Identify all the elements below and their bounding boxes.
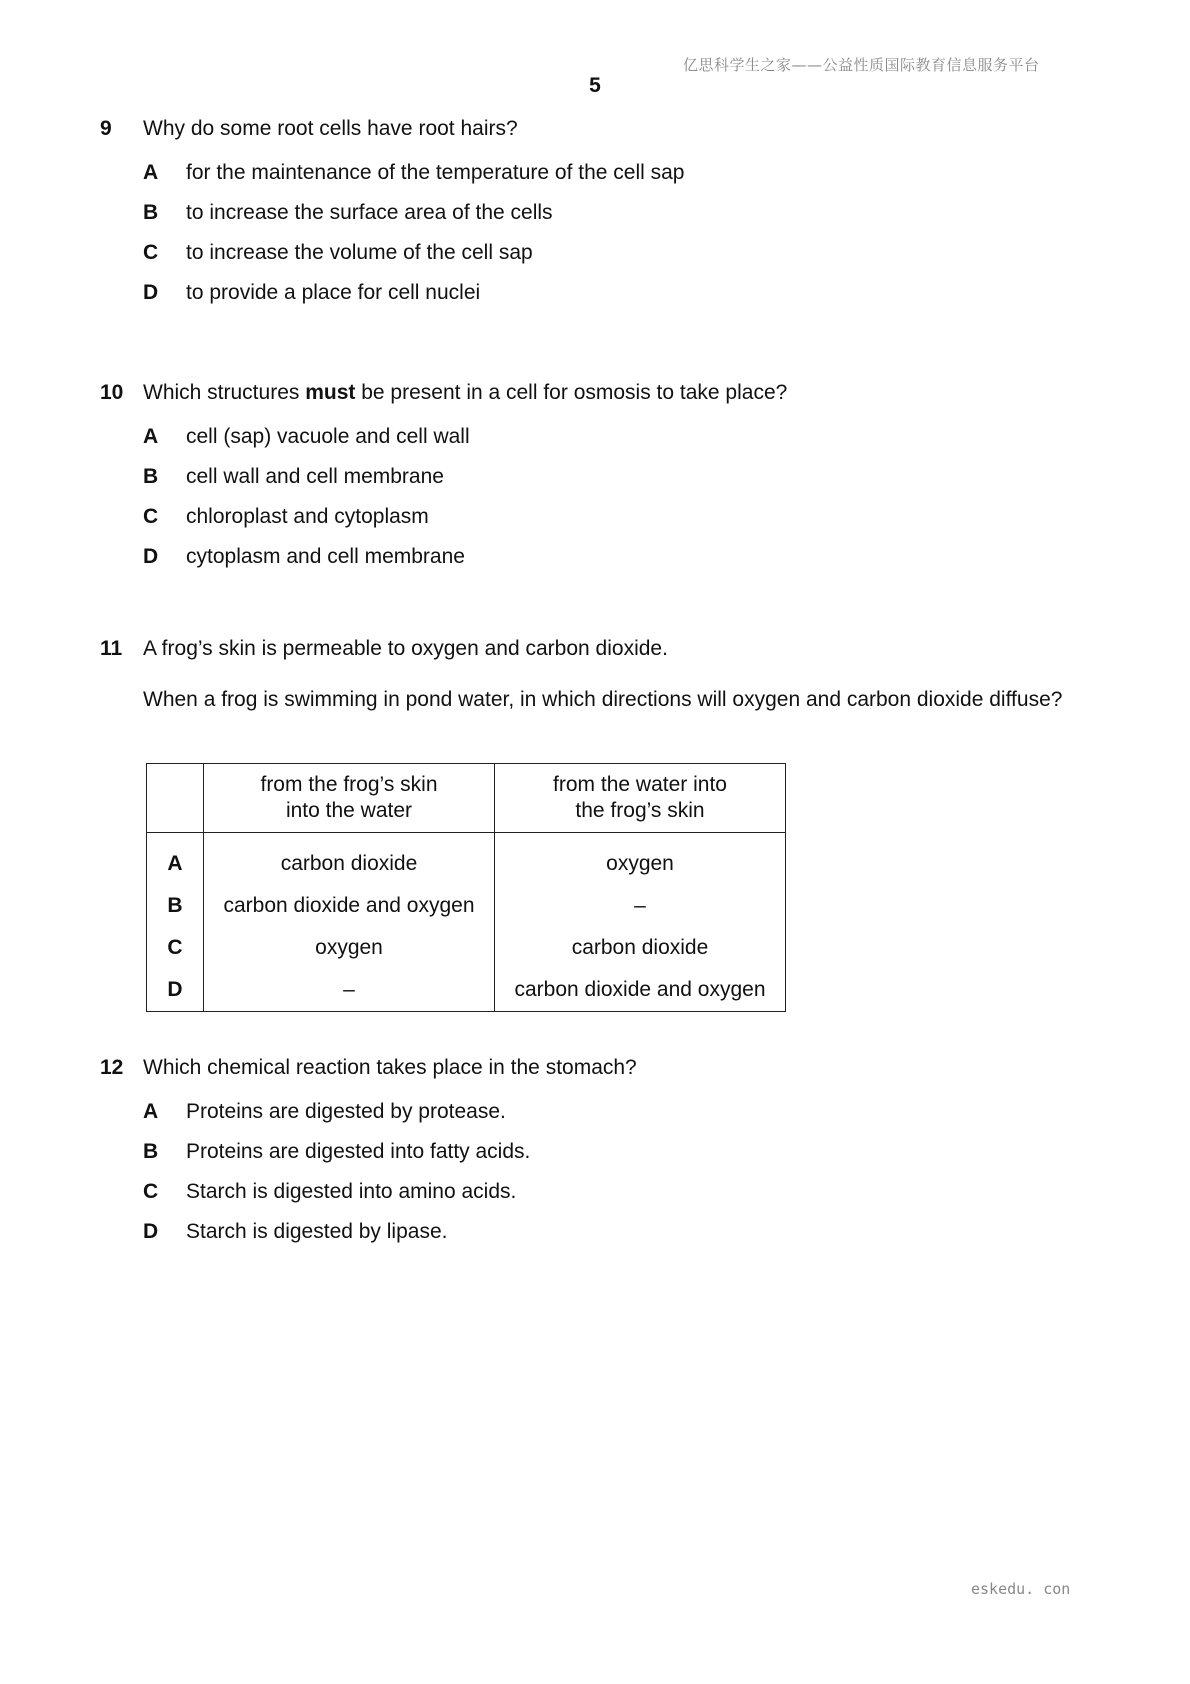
row-letter: C (147, 927, 204, 969)
option-a (143, 1099, 1100, 1125)
option-text: Proteins are digested into fatty acids. (186, 1140, 531, 1163)
table-row (147, 885, 786, 927)
header-site-name: 亿思科学生之家——公益性质国际教育信息服务平台 (683, 56, 1040, 74)
question-stem: A frog’s skin is permeable to oxygen and carbon dioxide. (143, 637, 668, 660)
option-letter: A (143, 425, 159, 448)
question-number: 9 (100, 117, 112, 140)
table-header-col1 (204, 764, 495, 833)
table-row (147, 969, 786, 1012)
header-line: the frog’s skin (575, 799, 705, 822)
question-stem (143, 380, 1100, 406)
option-a (143, 160, 1100, 186)
option-text: cytoplasm and cell membrane (186, 545, 465, 568)
row-col2: – (495, 885, 786, 927)
option-text: Starch is digested by lipase. (186, 1220, 448, 1243)
option-text: Starch is digested into amino acids. (186, 1180, 517, 1203)
stem-emphasis: must (305, 381, 356, 404)
row-col1: carbon dioxide and oxygen (204, 885, 495, 927)
footer-site-name: eskedu. con (971, 1580, 1071, 1598)
option-c (143, 240, 1100, 266)
option-text: Proteins are digested by protease. (186, 1100, 506, 1123)
stem-text: be present in a cell for osmosis to take place? (355, 381, 788, 404)
option-a (143, 424, 1100, 450)
table-row (147, 833, 786, 886)
option-text: chloroplast and cytoplasm (186, 505, 429, 528)
option-text: cell (sap) vacuole and cell wall (186, 425, 470, 448)
option-letter: C (143, 241, 159, 264)
option-d (143, 1219, 1100, 1245)
option-text: to provide a place for cell nuclei (186, 281, 481, 304)
table-header-row (147, 764, 786, 833)
question-12 (100, 1055, 1100, 1245)
answer-table (146, 763, 786, 1012)
option-text: for the maintenance of the temperature of the cell sap (186, 161, 685, 184)
option-letter: D (143, 281, 159, 304)
header-line: into the water (285, 799, 413, 822)
question-number: 10 (100, 381, 124, 404)
option-letter: D (143, 545, 159, 568)
option-letter: B (143, 1140, 159, 1163)
option-letter: D (143, 1220, 159, 1243)
question-10 (100, 380, 1100, 570)
question-11 (100, 636, 1100, 713)
question-stem: Which chemical reaction takes place in the stomach? (143, 1056, 637, 1079)
row-letter: B (147, 885, 204, 927)
row-col2: carbon dioxide and oxygen (495, 969, 786, 1012)
row-col1: oxygen (204, 927, 495, 969)
option-c (143, 1179, 1100, 1205)
option-text: to increase the surface area of the cells (186, 201, 553, 224)
table-header-col2 (495, 764, 786, 833)
header-line: from the water into (553, 773, 727, 796)
row-letter: A (147, 833, 204, 886)
option-letter: C (143, 1180, 159, 1203)
option-letter: C (143, 505, 159, 528)
row-col1: carbon dioxide (204, 833, 495, 886)
option-letter: A (143, 1100, 159, 1123)
table-header-blank (147, 764, 204, 833)
question-number: 12 (100, 1056, 124, 1079)
row-col1: – (204, 969, 495, 1012)
question-stem-2: When a frog is swimming in pond water, in which directions will oxygen and carbon dioxide diffuse? (143, 688, 1063, 711)
row-col2: oxygen (495, 833, 786, 886)
row-letter: D (147, 969, 204, 1012)
option-letter: B (143, 201, 159, 224)
option-text: to increase the volume of the cell sap (186, 241, 533, 264)
question-number: 11 (100, 637, 123, 660)
table-row (147, 927, 786, 969)
question-stem: Why do some root cells have root hairs? (143, 117, 518, 140)
option-b (143, 200, 1100, 226)
question-9 (100, 116, 1100, 306)
header-line: from the frog’s skin (260, 773, 438, 796)
option-c (143, 504, 1100, 530)
stem-text: Which structures (143, 381, 306, 404)
option-b (143, 464, 1100, 490)
option-d (143, 280, 1100, 306)
option-text: cell wall and cell membrane (186, 465, 444, 488)
option-letter: B (143, 465, 159, 488)
option-d (143, 544, 1100, 570)
page-number: 5 (589, 74, 601, 97)
row-col2: carbon dioxide (495, 927, 786, 969)
option-letter: A (143, 161, 159, 184)
option-b (143, 1139, 1100, 1165)
